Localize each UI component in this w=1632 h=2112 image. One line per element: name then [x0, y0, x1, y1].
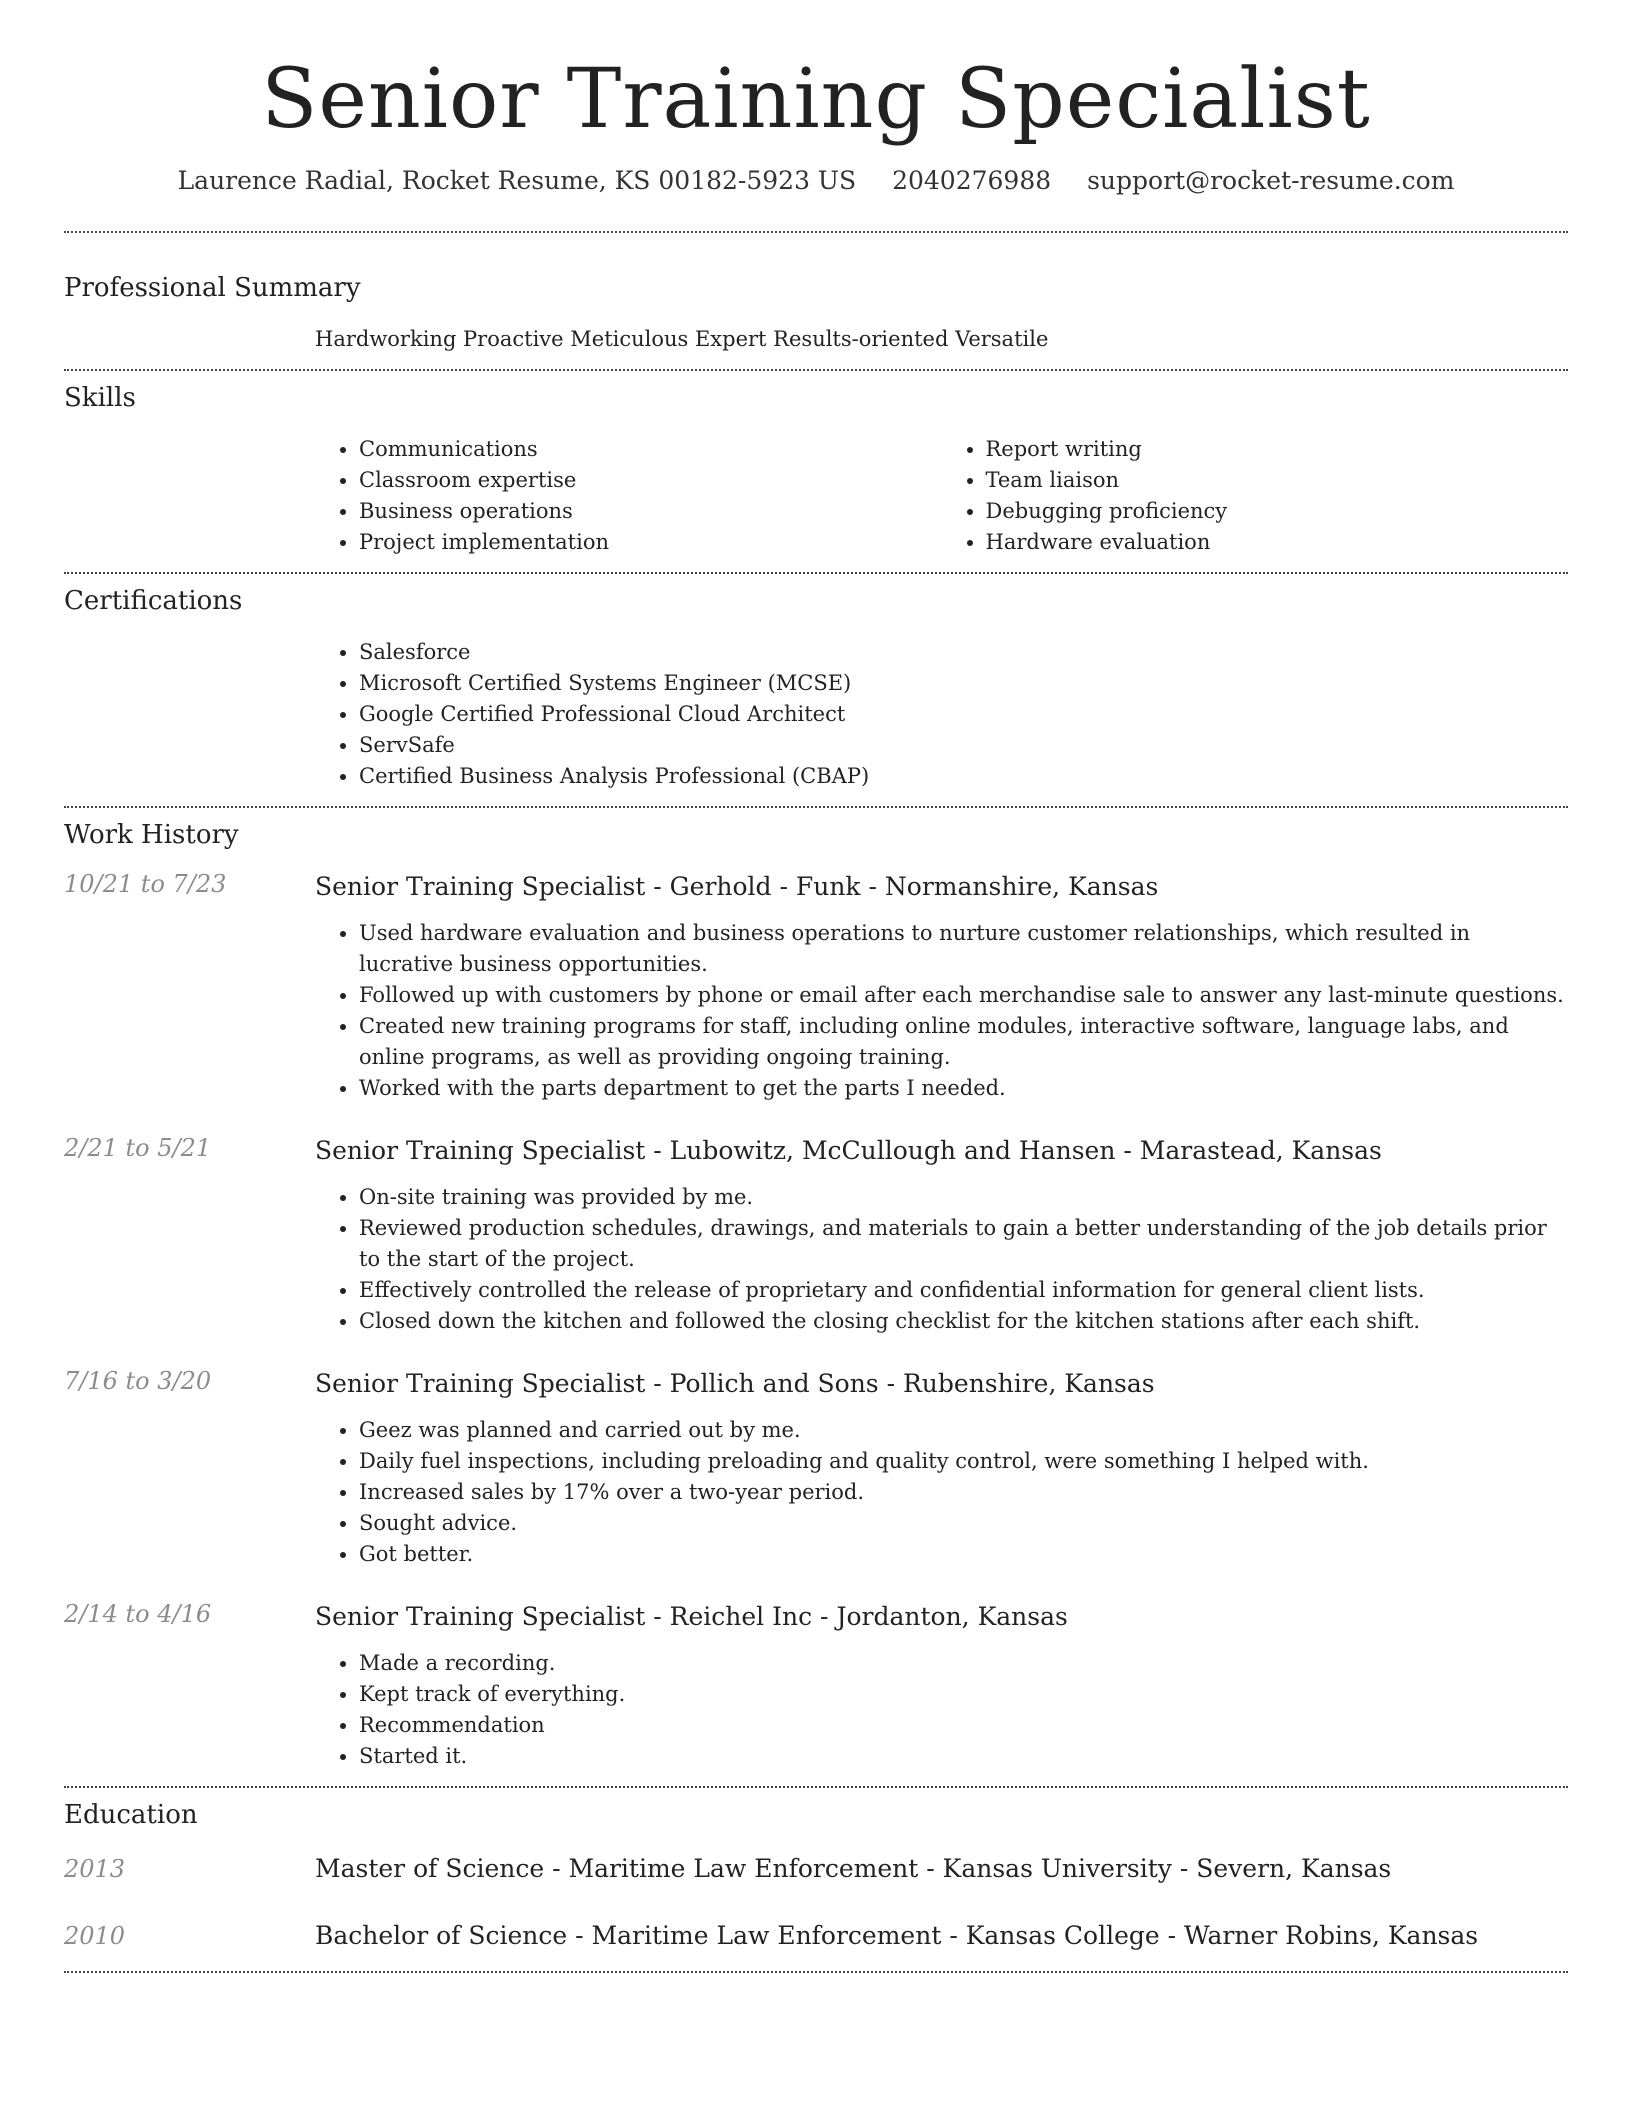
- job-heading: Senior Training Specialist - Lubowitz, McCullough and Hansen - Marastead, Kansas: [315, 1135, 1382, 1165]
- skill-item: • Communications: [359, 434, 942, 465]
- skill-item: • Business operations: [359, 496, 942, 527]
- summary-section: [64, 233, 1568, 369]
- certification-item: • Salesforce: [359, 637, 1568, 668]
- skill-item: • Report writing: [986, 434, 1569, 465]
- education-heading-text: Master of Science - Maritime Law Enforcement - Kansas University - Severn, Kansas: [315, 1853, 1392, 1883]
- job-dates: 10/21 to 7/23: [64, 869, 227, 898]
- job-entry: [64, 870, 1568, 1104]
- skill-item: • Classroom expertise: [359, 465, 942, 496]
- job-dates: 2/14 to 4/16: [64, 1599, 212, 1628]
- job-bullet: • Kept track of everything.: [359, 1679, 1568, 1710]
- skill-item: • Debugging proficiency: [986, 496, 1569, 527]
- skills-column-left: [315, 434, 942, 558]
- contact-address: Laurence Radial, Rocket Resume, KS 00182-5923 US: [177, 165, 857, 195]
- resume-name-title: Senior Training Specialist: [261, 52, 1371, 147]
- certification-item: • Google Certified Professional Cloud Architect: [359, 699, 1568, 730]
- job-bullet: • Recommendation: [359, 1710, 1568, 1741]
- job-bullet: • Sought advice.: [359, 1508, 1568, 1539]
- job-bullet: • Effectively controlled the release of proprietary and confidential information for general client lists.: [359, 1275, 1568, 1306]
- job-heading: Senior Training Specialist - Reichel Inc - Jordanton, Kansas: [315, 1601, 1068, 1631]
- job-bullet: • Closed down the kitchen and followed the closing checklist for the kitchen stations after each shift.: [359, 1306, 1568, 1337]
- education-section: [64, 1788, 1568, 1971]
- contact-line: [64, 166, 1568, 195]
- summary-heading: Professional Summary: [64, 272, 361, 303]
- job-entry: [64, 1600, 1568, 1786]
- skills-list: [315, 434, 1568, 572]
- skill-item: • Team liaison: [986, 465, 1569, 496]
- job-bullet: • Reviewed production schedules, drawings, and materials to gain a better understanding of the job details prior to the start of the project.: [359, 1213, 1568, 1275]
- job-bullets: [315, 918, 1568, 1104]
- divider: [64, 1971, 1568, 1973]
- skills-column-right: [942, 434, 1569, 558]
- job-heading: Senior Training Specialist - Gerhold - Funk - Normanshire, Kansas: [315, 871, 1159, 901]
- skill-item: • Hardware evaluation: [986, 527, 1569, 558]
- job-bullet: • Daily fuel inspections, including preloading and quality control, were something I helped with.: [359, 1446, 1568, 1477]
- work-history-heading: Work History: [64, 819, 239, 850]
- job-dates: 2/21 to 5/21: [64, 1133, 212, 1162]
- job-bullet: • On-site training was provided by me.: [359, 1182, 1568, 1213]
- job-bullet: • Followed up with customers by phone or email after each merchandise sale to answer any last-minute questions.: [359, 980, 1568, 1011]
- education-year: 2010: [64, 1921, 126, 1950]
- education-entry: [64, 1919, 1568, 1971]
- job-bullets: [315, 1182, 1568, 1337]
- skills-section: [64, 371, 1568, 572]
- education-year: 2013: [64, 1854, 126, 1883]
- certification-item: • ServSafe: [359, 730, 1568, 761]
- certifications-heading: Certifications: [64, 585, 243, 616]
- education-entry: [64, 1852, 1568, 1886]
- skills-heading: Skills: [64, 382, 136, 413]
- job-bullet: • Geez was planned and carried out by me.: [359, 1415, 1568, 1446]
- skill-item: • Project implementation: [359, 527, 942, 558]
- job-bullet: • Used hardware evaluation and business operations to nurture customer relationships, which resulted in lucrative business opportunities.: [359, 918, 1568, 980]
- contact-phone: 2040276988: [892, 165, 1052, 195]
- summary-text: Hardworking Proactive Meticulous Expert Results-oriented Versatile: [315, 326, 1049, 351]
- education-heading: Education: [64, 1799, 198, 1830]
- job-entry: [64, 1367, 1568, 1570]
- education-heading-text: Bachelor of Science - Maritime Law Enforcement - Kansas College - Warner Robins, Kansas: [315, 1920, 1479, 1950]
- work-history-section: [64, 808, 1568, 1786]
- job-heading: Senior Training Specialist - Pollich and Sons - Rubenshire, Kansas: [315, 1368, 1155, 1398]
- certifications-list: [315, 637, 1568, 806]
- job-bullet: • Increased sales by 17% over a two-year period.: [359, 1477, 1568, 1508]
- contact-email[interactable]: support@rocket-resume.com: [1087, 165, 1455, 195]
- job-bullet: • Got better.: [359, 1539, 1568, 1570]
- job-dates: 7/16 to 3/20: [64, 1366, 212, 1395]
- job-bullet: • Started it.: [359, 1741, 1568, 1772]
- job-entry: [64, 1134, 1568, 1337]
- certifications-section: [64, 574, 1568, 806]
- job-bullet: • Worked with the parts department to get the parts I needed.: [359, 1073, 1568, 1104]
- job-bullets: [315, 1648, 1568, 1772]
- certification-item: • Certified Business Analysis Professional (CBAP): [359, 761, 1568, 792]
- job-bullet: • Created new training programs for staff, including online modules, interactive software, language labs, and online programs, as well as providing ongoing training.: [359, 1011, 1568, 1073]
- job-bullets: [315, 1415, 1568, 1570]
- certification-item: • Microsoft Certified Systems Engineer (MCSE): [359, 668, 1568, 699]
- job-bullet: • Made a recording.: [359, 1648, 1568, 1679]
